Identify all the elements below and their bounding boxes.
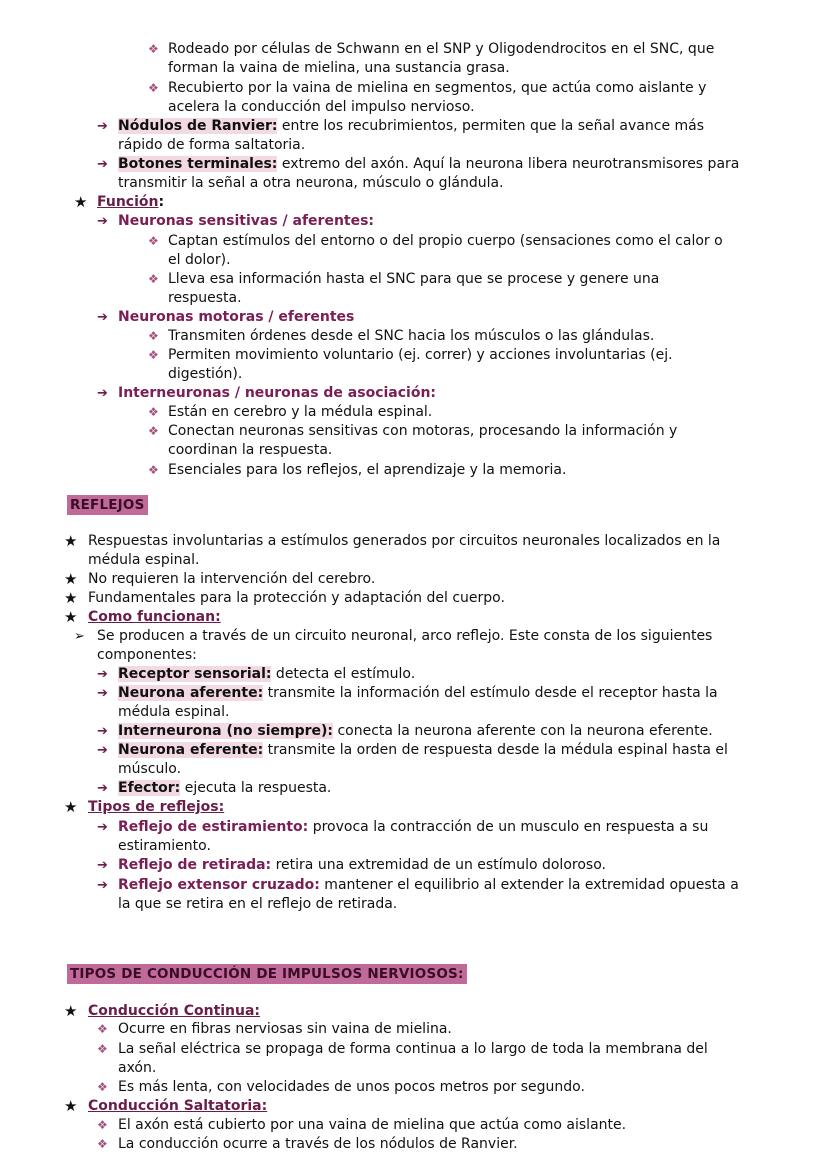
list-item: Transmiten órdenes desde el SNC hacia los músculos o las glándulas.: [168, 328, 655, 344]
arrow-icon: ➔: [97, 724, 108, 739]
list-item-continued: coordinan la respuesta.: [168, 442, 333, 458]
list-item-continued: componentes:: [97, 647, 197, 663]
subheading-interneuronas: Interneuronas / neuronas de asociación:: [118, 385, 437, 401]
list-item: El axón está cubierto por una vaina de mielina que actúa como aislante.: [118, 1117, 627, 1133]
diamond-icon: ❖: [97, 1080, 108, 1094]
list-item: Esenciales para los reflejos, el aprendizaje y la memoria.: [168, 462, 567, 478]
term-reflejo-retirada: Reflejo de retirada:: [118, 857, 272, 873]
term-efector: Efector:: [118, 780, 181, 796]
list-item: Permiten movimiento voluntario (ej. correr) y acciones involuntarias (ej.: [168, 347, 673, 363]
list-item: Conectan neuronas sensitivas con motoras, procesando la información y: [168, 423, 678, 439]
arrow-icon: ➔: [97, 686, 108, 701]
list-item-continued: transmitir la señal a otra neurona, músculo o glándula.: [118, 175, 504, 191]
term-nodulos-ranvier: Nódulos de Ranvier:: [118, 118, 278, 134]
arrow-icon: ➔: [97, 310, 108, 325]
arrow-icon: ➔: [97, 214, 108, 229]
list-item: Recubierto por la vaina de mielina en segmentos, que actúa como aislante y: [168, 80, 707, 96]
definition: extremo del axón. Aquí la neurona libera neurotransmisores para: [277, 156, 740, 172]
definition: conecta la neurona aferente con la neurona eferente.: [333, 723, 713, 739]
list-item-continued: digestión).: [168, 366, 243, 382]
list-item: [118, 684, 718, 703]
term-botones-terminales: Botones terminales:: [118, 156, 278, 172]
definition: detecta el estímulo.: [271, 666, 416, 682]
diamond-icon: ❖: [148, 463, 159, 477]
list-item: No requieren la intervención del cerebro.: [88, 571, 376, 587]
list-item-continued: acelera la conducción del impulso nervioso.: [168, 99, 475, 115]
diamond-icon: ❖: [148, 234, 159, 248]
definition: transmite la información del estímulo desde el receptor hasta la: [263, 685, 718, 701]
diamond-icon: ❖: [148, 405, 159, 419]
star-icon: ★: [74, 193, 88, 211]
definition: provoca la contracción de un musculo en respuesta a su: [308, 819, 709, 835]
list-item: [118, 856, 606, 875]
list-item: Están en cerebro y la médula espinal.: [168, 404, 433, 420]
list-item: Es más lenta, con velocidades de unos pocos metros por segundo.: [118, 1079, 585, 1095]
diamond-icon: ❖: [148, 42, 159, 56]
arrow-icon: ➔: [97, 878, 108, 893]
list-item-continued: músculo.: [118, 761, 182, 777]
diamond-icon: ❖: [148, 81, 159, 95]
star-icon: ★: [64, 1002, 78, 1020]
arrow-icon: ➔: [97, 781, 108, 796]
arrow-icon: ➔: [97, 743, 108, 758]
section-title-tipos-conduccion: TIPOS DE CONDUCCIÓN DE IMPULSOS NERVIOSOS:: [67, 964, 467, 984]
star-icon: ★: [64, 1097, 78, 1115]
diamond-icon: ❖: [148, 424, 159, 438]
list-item-continued: médula espinal.: [118, 704, 230, 720]
diamond-icon: ❖: [97, 1022, 108, 1036]
heading-tipos-reflejos: Tipos de reflejos:: [88, 799, 225, 815]
star-icon: ★: [64, 608, 78, 626]
list-item-continued: forman la vaina de mielina, una sustancia grasa.: [168, 60, 510, 76]
list-item: [118, 779, 331, 798]
definition: ejecuta la respuesta.: [180, 780, 332, 796]
subheading-neuronas-motoras: Neuronas motoras / eferentes: [118, 309, 355, 325]
arrow-icon: ➔: [97, 119, 108, 134]
list-item: [118, 117, 704, 136]
definition: transmite la orden de respuesta desde la médula espinal hasta el: [263, 742, 728, 758]
term-reflejo-extensor: Reflejo extensor cruzado:: [118, 877, 320, 893]
definition: retira una extremidad de un estímulo doloroso.: [271, 857, 606, 873]
heading-conduccion-saltatoria: Conducción Saltatoria:: [88, 1098, 268, 1114]
heading-funcion: Función:: [97, 194, 165, 210]
section-title-reflejos: REFLEJOS: [67, 495, 148, 515]
definition: mantener el equilibrio al extender la extremidad opuesta a: [319, 877, 739, 893]
list-item-continued: estiramiento.: [118, 838, 211, 854]
star-icon: ★: [64, 532, 78, 550]
list-item: [118, 876, 739, 895]
list-item: La señal eléctrica se propaga de forma continua a lo largo de toda la membrana del: [118, 1041, 708, 1057]
arrow-icon: ➔: [97, 157, 108, 172]
triangle-icon: ➢: [74, 629, 85, 644]
list-item: La conducción ocurre a través de los nódulos de Ranvier.: [118, 1136, 518, 1152]
arrow-icon: ➔: [97, 858, 108, 873]
term-reflejo-estiramiento: Reflejo de estiramiento:: [118, 819, 309, 835]
list-item: [118, 155, 739, 174]
list-item-continued: rápido de forma saltatoria.: [118, 137, 306, 153]
diamond-icon: ❖: [148, 348, 159, 362]
list-item-continued: axón.: [118, 1060, 157, 1076]
list-item: Rodeado por células de Schwann en el SNP y Oligodendrocitos en el SNC, que: [168, 41, 715, 57]
list-item-continued: respuesta.: [168, 290, 242, 306]
subheading-neuronas-sensitivas: Neuronas sensitivas / aferentes:: [118, 213, 375, 229]
list-item: [118, 741, 728, 760]
term-neurona-aferente: Neurona aferente:: [118, 685, 264, 701]
list-item: Captan estímulos del entorno o del propio cuerpo (sensaciones como el calor o: [168, 233, 723, 249]
arrow-icon: ➔: [97, 386, 108, 401]
star-icon: ★: [64, 798, 78, 816]
arrow-icon: ➔: [97, 667, 108, 682]
list-item: [118, 665, 415, 684]
definition: entre los recubrimientos, permiten que la señal avance más: [277, 118, 705, 134]
list-item: Se producen a través de un circuito neuronal, arco reflejo. Este consta de los siguientes: [97, 628, 713, 644]
term-neurona-eferente: Neurona eferente:: [118, 742, 264, 758]
diamond-icon: ❖: [97, 1042, 108, 1056]
heading-conduccion-continua: Conducción Continua:: [88, 1003, 261, 1019]
term-receptor: Receptor sensorial:: [118, 666, 272, 682]
list-item: Lleva esa información hasta el SNC para que se procese y genere una: [168, 271, 660, 287]
list-item: Respuestas involuntarias a estímulos generados por circuitos neuronales localizados en la: [88, 533, 721, 549]
heading-como-funcionan: Como funcionan:: [88, 609, 221, 625]
diamond-icon: ❖: [148, 272, 159, 286]
arrow-icon: ➔: [97, 820, 108, 835]
list-item: [118, 818, 708, 837]
diamond-icon: ❖: [148, 329, 159, 343]
list-item: [118, 722, 713, 741]
list-item-continued: la que se retira en el reflejo de retirada.: [118, 896, 398, 912]
diamond-icon: ❖: [97, 1118, 108, 1132]
list-item: Fundamentales para la protección y adaptación del cuerpo.: [88, 590, 505, 606]
diamond-icon: ❖: [97, 1137, 108, 1151]
list-item-continued: el dolor).: [168, 252, 231, 268]
star-icon: ★: [64, 570, 78, 588]
term-interneurona: Interneurona (no siempre):: [118, 723, 333, 739]
list-item: Ocurre en fibras nerviosas sin vaina de mielina.: [118, 1021, 452, 1037]
list-item-continued: médula espinal.: [88, 552, 200, 568]
star-icon: ★: [64, 589, 78, 607]
